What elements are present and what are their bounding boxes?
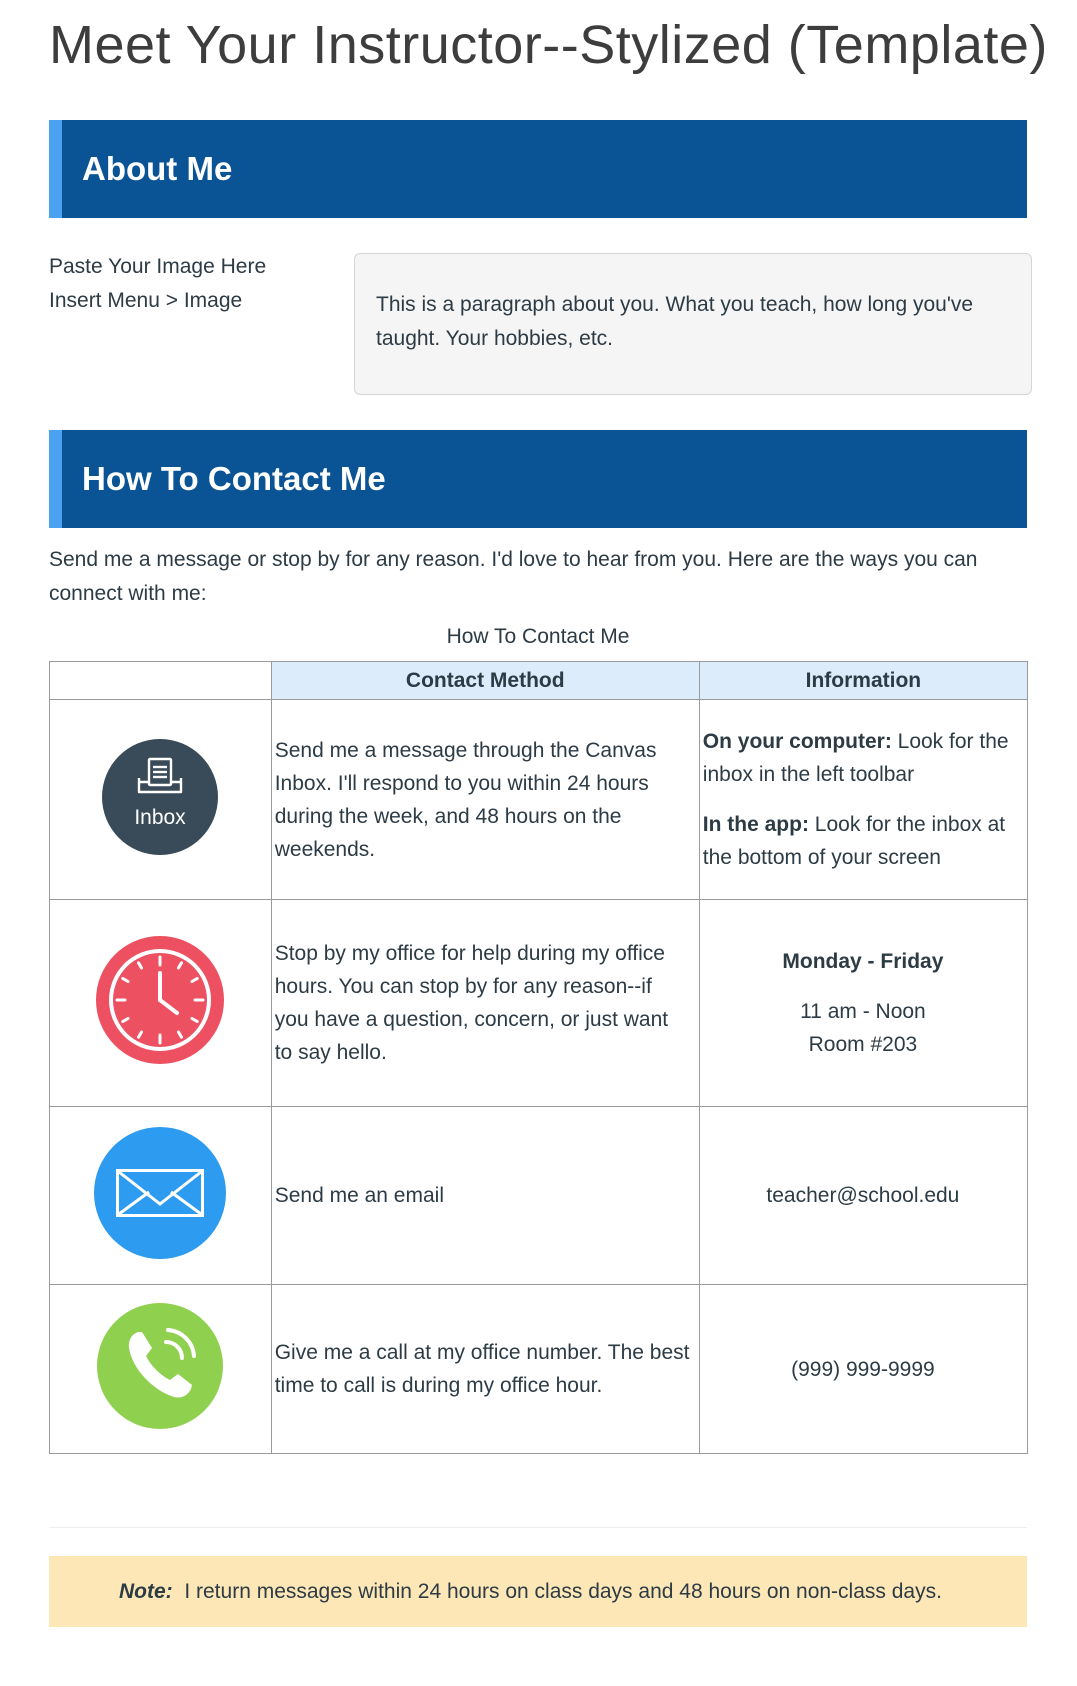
- envelope-icon[interactable]: [93, 1126, 227, 1266]
- icon-cell: [50, 1107, 272, 1285]
- email-address[interactable]: teacher@school.edu: [766, 1184, 960, 1207]
- info-cell-email: [699, 1107, 1027, 1285]
- info-cell-phone: [699, 1285, 1027, 1454]
- note-label: Note:: [119, 1580, 173, 1603]
- table-row: [50, 700, 1028, 900]
- note-text: I return messages within 24 hours on class days and 48 hours on non-class days.: [172, 1580, 942, 1603]
- info-app: In the app: Look for the inbox at the bottom of your screen: [702, 813, 1006, 869]
- inbox-icon-label: Inbox: [134, 805, 187, 829]
- info-cell-office: [699, 900, 1027, 1107]
- phone-number[interactable]: (999) 999-9999: [791, 1357, 935, 1381]
- contact-table: [49, 661, 1028, 1454]
- image-placeholder: [49, 250, 266, 318]
- table-row: [50, 1285, 1028, 1454]
- icon-cell: [50, 1285, 272, 1454]
- note-banner: [49, 1556, 1027, 1627]
- method-cell-inbox: Send me a message through the Canvas Inbox. I'll respond to you within 24 hours during the week, and 48 hours on the weekends.: [271, 700, 699, 900]
- about-paragraph: This is a paragraph about you. What you teach, how long you've taught. Your hobbies, etc.: [376, 293, 974, 350]
- contact-intro: Send me a message or stop by for any reason. I'd love to hear from you. Here are the ways you can connect with me:: [49, 548, 978, 605]
- phone-icon[interactable]: [96, 1302, 224, 1436]
- about-me-banner: [49, 120, 1027, 218]
- office-days: Monday - Friday: [782, 950, 944, 973]
- contact-banner: [49, 430, 1027, 528]
- divider: [49, 1527, 1027, 1528]
- office-time: 11 am - Noon: [800, 1000, 926, 1023]
- icon-cell: [50, 700, 272, 900]
- about-me-heading: About Me: [82, 150, 233, 187]
- table-header-row: [50, 662, 1028, 700]
- header-cell-information: Information: [699, 662, 1027, 700]
- table-caption: How To Contact Me: [446, 625, 630, 648]
- image-hint-line1: Paste Your Image Here: [49, 255, 267, 278]
- image-hint-line2: Insert Menu > Image: [49, 289, 243, 312]
- method-cell-office: Stop by my office for help during my office hours. You can stop by for any reason--if you have a question, concern, or just want to say hello.: [271, 900, 699, 1107]
- header-cell-icon: [50, 662, 272, 700]
- icon-cell: [50, 900, 272, 1107]
- method-cell-phone: Give me a call at my office number. The best time to call is during my office hour.: [271, 1285, 699, 1454]
- office-room: Room #203: [808, 1033, 918, 1056]
- page-title: Meet Your Instructor--Stylized (Template): [49, 15, 1048, 75]
- inbox-icon[interactable]: [101, 738, 219, 862]
- method-cell-email: Send me an email: [271, 1107, 699, 1285]
- header-cell-method: Contact Method: [271, 662, 699, 700]
- info-computer: On your computer: Look for the inbox in the left toolbar: [702, 730, 1009, 786]
- table-row: [50, 1107, 1028, 1285]
- table-row: [50, 900, 1028, 1107]
- info-cell-inbox: [699, 700, 1027, 900]
- about-paragraph-box: [354, 253, 1032, 395]
- contact-heading: How To Contact Me: [82, 460, 386, 497]
- clock-icon[interactable]: [95, 935, 225, 1071]
